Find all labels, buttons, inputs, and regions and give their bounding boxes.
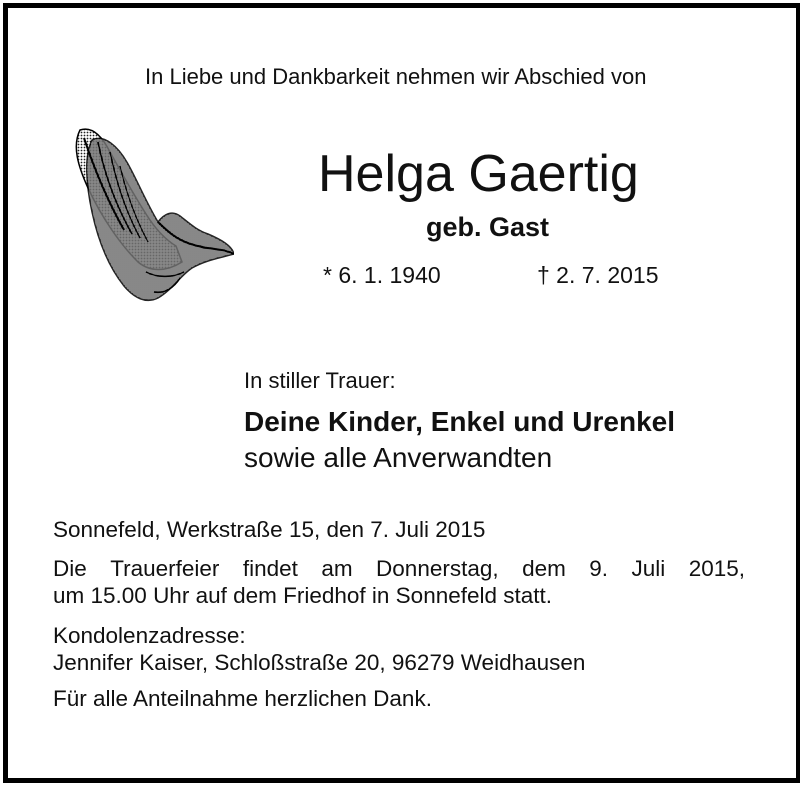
praying-hands-icon xyxy=(62,122,234,312)
birth-date: * 6. 1. 1940 xyxy=(323,262,441,288)
family-names: Deine Kinder, Enkel und Urenkel xyxy=(244,406,676,437)
ceremony-line-1 xyxy=(53,555,745,582)
ceremony-word: Juli xyxy=(631,556,666,581)
intro-text: In Liebe und Dankbarkeit nehmen wir Abschied von xyxy=(145,64,647,89)
condolence-address: Jennifer Kaiser, Schloßstraße 20, 96279 Weidhausen xyxy=(53,650,586,675)
ceremony-info xyxy=(53,555,745,609)
condolence-block xyxy=(53,622,585,676)
ceremony-word: 9. xyxy=(589,556,609,581)
ceremony-word: 2015, xyxy=(688,556,745,581)
thanks-text: Für alle Anteilnahme herzlichen Dank. xyxy=(53,686,432,711)
death-date: † 2. 7. 2015 xyxy=(537,262,659,288)
ceremony-word: am xyxy=(321,556,353,581)
ceremony-line-2: um 15.00 Uhr auf dem Friedhof in Sonnefeld statt. xyxy=(53,583,553,608)
relatives-text: sowie alle Anverwandten xyxy=(244,442,553,473)
ceremony-word: Die xyxy=(53,556,87,581)
maiden-name: geb. Gast xyxy=(426,212,550,242)
mourning-label: In stiller Trauer: xyxy=(244,368,396,393)
ceremony-word: Donnerstag, xyxy=(376,556,499,581)
ceremony-word: findet xyxy=(242,556,298,581)
ceremony-word: dem xyxy=(522,556,566,581)
deceased-name: Helga Gaertig xyxy=(318,145,639,203)
place-date: Sonnefeld, Werkstraße 15, den 7. Juli 2015 xyxy=(53,517,486,542)
ceremony-word: Trauerfeier xyxy=(110,556,220,581)
condolence-label: Kondolenzadresse: xyxy=(53,623,246,648)
